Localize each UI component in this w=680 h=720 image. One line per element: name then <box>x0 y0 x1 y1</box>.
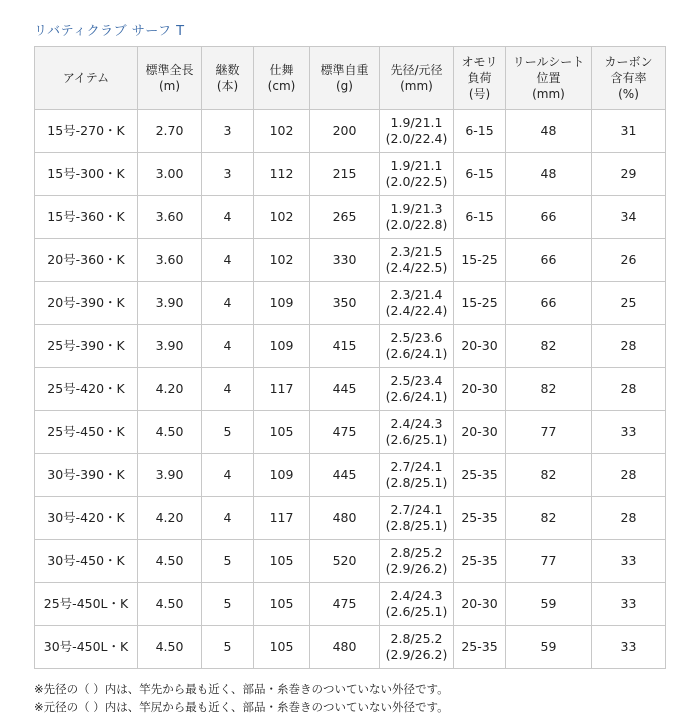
cell-carbon: 33 <box>592 583 666 626</box>
cell-reel: 48 <box>506 153 592 196</box>
column-header-line: 位置 <box>536 71 561 85</box>
cell-line: (2.6/25.1) <box>385 604 448 619</box>
column-header-line: 標準全長 <box>145 63 194 77</box>
cell-closed: 105 <box>254 540 310 583</box>
cell-line: 2.3/21.4 <box>390 287 443 302</box>
cell-weight: 520 <box>310 540 380 583</box>
cell-sinker: 25-35 <box>454 454 506 497</box>
cell-weight: 350 <box>310 282 380 325</box>
cell-tip-butt-diameter <box>380 368 454 411</box>
cell-tip-butt-diameter <box>380 196 454 239</box>
cell-line: 2.5/23.4 <box>390 373 443 388</box>
cell-tip-butt-diameter <box>380 282 454 325</box>
cell-carbon: 33 <box>592 540 666 583</box>
table-row <box>35 368 666 411</box>
column-header <box>202 47 254 110</box>
cell-pieces: 4 <box>202 282 254 325</box>
table-row <box>35 540 666 583</box>
column-header-line: (mm) <box>400 79 433 93</box>
cell-length: 4.20 <box>138 497 202 540</box>
cell-line: (2.4/22.4) <box>385 303 448 318</box>
cell-reel: 59 <box>506 626 592 669</box>
cell-reel: 59 <box>506 583 592 626</box>
cell-length: 3.00 <box>138 153 202 196</box>
cell-pieces: 5 <box>202 411 254 454</box>
column-header-line: 標準自重 <box>320 63 369 77</box>
cell-line: (2.6/25.1) <box>385 432 448 447</box>
cell-weight: 480 <box>310 626 380 669</box>
cell-reel: 66 <box>506 239 592 282</box>
cell-pieces: 4 <box>202 454 254 497</box>
cell-closed: 109 <box>254 325 310 368</box>
column-header-line: アイテム <box>62 71 110 85</box>
cell-line: 1.9/21.3 <box>390 201 443 216</box>
table-row <box>35 153 666 196</box>
cell-length: 3.90 <box>138 325 202 368</box>
cell-closed: 105 <box>254 626 310 669</box>
cell-sinker: 6-15 <box>454 110 506 153</box>
cell-line: 2.8/25.2 <box>390 545 443 560</box>
cell-tip-butt-diameter <box>380 411 454 454</box>
column-header-line: (号) <box>468 87 491 101</box>
column-header-line: (m) <box>158 79 181 93</box>
cell-pieces: 4 <box>202 239 254 282</box>
column-header-line: リールシート <box>512 55 585 69</box>
cell-weight: 215 <box>310 153 380 196</box>
cell-line: 2.7/24.1 <box>390 502 443 517</box>
column-header-line: (%) <box>618 87 639 101</box>
cell-item: 25号-390・K <box>35 325 138 368</box>
cell-reel: 77 <box>506 411 592 454</box>
cell-tip-butt-diameter <box>380 110 454 153</box>
cell-carbon: 25 <box>592 282 666 325</box>
column-header-line: カーボン <box>604 55 653 69</box>
column-header-line: 継数 <box>215 63 240 77</box>
cell-carbon: 28 <box>592 497 666 540</box>
cell-closed: 109 <box>254 454 310 497</box>
table-row <box>35 583 666 626</box>
cell-sinker: 25-35 <box>454 540 506 583</box>
cell-length: 3.90 <box>138 282 202 325</box>
cell-sinker: 25-35 <box>454 497 506 540</box>
cell-reel: 82 <box>506 368 592 411</box>
cell-line: 1.9/21.1 <box>390 158 443 173</box>
footnotes <box>34 680 449 716</box>
cell-item: 20号-390・K <box>35 282 138 325</box>
cell-closed: 117 <box>254 368 310 411</box>
cell-item: 30号-450L・K <box>35 626 138 669</box>
table-body <box>35 110 666 669</box>
footnote-tip-diameter: ※先径の（ ）内は、竿先から最も近く、部品・糸巻きのついていない外径です。 <box>34 682 449 696</box>
cell-carbon: 34 <box>592 196 666 239</box>
table-row <box>35 239 666 282</box>
cell-pieces: 5 <box>202 583 254 626</box>
cell-length: 3.60 <box>138 239 202 282</box>
cell-pieces: 4 <box>202 196 254 239</box>
cell-tip-butt-diameter <box>380 325 454 368</box>
cell-length: 4.50 <box>138 411 202 454</box>
cell-carbon: 33 <box>592 626 666 669</box>
cell-sinker: 25-35 <box>454 626 506 669</box>
cell-carbon: 28 <box>592 368 666 411</box>
cell-line: (2.9/26.2) <box>385 561 448 576</box>
column-header-line: (cm) <box>267 79 296 93</box>
cell-line: (2.6/24.1) <box>385 346 448 361</box>
cell-sinker: 15-25 <box>454 282 506 325</box>
cell-item: 15号-270・K <box>35 110 138 153</box>
cell-reel: 82 <box>506 325 592 368</box>
cell-item: 30号-390・K <box>35 454 138 497</box>
cell-sinker: 20-30 <box>454 325 506 368</box>
page-title: リバティクラブ サーフ T <box>34 24 185 39</box>
cell-sinker: 6-15 <box>454 153 506 196</box>
column-header-line: 含有率 <box>610 71 647 85</box>
cell-carbon: 31 <box>592 110 666 153</box>
column-header <box>35 47 138 110</box>
column-header <box>310 47 380 110</box>
cell-sinker: 20-30 <box>454 583 506 626</box>
column-header-line: (本) <box>216 79 239 93</box>
cell-tip-butt-diameter <box>380 153 454 196</box>
table-row <box>35 282 666 325</box>
footnote-butt-diameter: ※元径の（ ）内は、竿尻から最も近く、部品・糸巻きのついていない外径です。 <box>34 700 449 714</box>
cell-line: (2.9/26.2) <box>385 647 448 662</box>
cell-line: 1.9/21.1 <box>390 115 443 130</box>
cell-line: 2.3/21.5 <box>390 244 443 259</box>
cell-sinker: 15-25 <box>454 239 506 282</box>
column-header <box>380 47 454 110</box>
cell-weight: 200 <box>310 110 380 153</box>
cell-weight: 480 <box>310 497 380 540</box>
cell-line: (2.0/22.8) <box>385 217 448 232</box>
table-row <box>35 626 666 669</box>
cell-length: 4.50 <box>138 540 202 583</box>
cell-weight: 265 <box>310 196 380 239</box>
cell-carbon: 28 <box>592 454 666 497</box>
cell-sinker: 20-30 <box>454 411 506 454</box>
column-header <box>592 47 666 110</box>
cell-tip-butt-diameter <box>380 239 454 282</box>
cell-carbon: 26 <box>592 239 666 282</box>
cell-weight: 445 <box>310 368 380 411</box>
cell-item: 25号-450・K <box>35 411 138 454</box>
cell-item: 15号-300・K <box>35 153 138 196</box>
cell-length: 3.60 <box>138 196 202 239</box>
cell-pieces: 3 <box>202 110 254 153</box>
cell-tip-butt-diameter <box>380 454 454 497</box>
cell-pieces: 3 <box>202 153 254 196</box>
column-header-line: 先径/元径 <box>390 63 443 77</box>
cell-length: 3.90 <box>138 454 202 497</box>
cell-tip-butt-diameter <box>380 626 454 669</box>
cell-closed: 105 <box>254 583 310 626</box>
cell-carbon: 33 <box>592 411 666 454</box>
table-header-row <box>35 47 666 110</box>
cell-line: (2.0/22.5) <box>385 174 448 189</box>
cell-pieces: 5 <box>202 540 254 583</box>
cell-closed: 105 <box>254 411 310 454</box>
column-header-line: 負荷 <box>467 71 492 85</box>
cell-reel: 66 <box>506 196 592 239</box>
cell-line: 2.7/24.1 <box>390 459 443 474</box>
column-header-line: (mm) <box>532 87 565 101</box>
cell-tip-butt-diameter <box>380 497 454 540</box>
cell-tip-butt-diameter <box>380 583 454 626</box>
column-header-line: 仕舞 <box>269 63 294 77</box>
cell-sinker: 20-30 <box>454 368 506 411</box>
cell-weight: 445 <box>310 454 380 497</box>
cell-item: 15号-360・K <box>35 196 138 239</box>
cell-length: 4.50 <box>138 583 202 626</box>
cell-closed: 109 <box>254 282 310 325</box>
cell-carbon: 28 <box>592 325 666 368</box>
cell-line: (2.4/22.5) <box>385 260 448 275</box>
cell-reel: 48 <box>506 110 592 153</box>
cell-reel: 77 <box>506 540 592 583</box>
cell-weight: 330 <box>310 239 380 282</box>
column-header-line: (g) <box>336 79 353 93</box>
cell-line: (2.8/25.1) <box>385 518 448 533</box>
cell-pieces: 5 <box>202 626 254 669</box>
spec-table <box>34 46 666 669</box>
cell-length: 4.50 <box>138 626 202 669</box>
cell-reel: 82 <box>506 454 592 497</box>
cell-weight: 415 <box>310 325 380 368</box>
cell-carbon: 29 <box>592 153 666 196</box>
cell-weight: 475 <box>310 411 380 454</box>
cell-line: 2.4/24.3 <box>390 416 443 431</box>
cell-closed: 112 <box>254 153 310 196</box>
cell-line: 2.4/24.3 <box>390 588 443 603</box>
cell-item: 25号-420・K <box>35 368 138 411</box>
cell-item: 20号-360・K <box>35 239 138 282</box>
table-row <box>35 411 666 454</box>
cell-closed: 117 <box>254 497 310 540</box>
cell-line: 2.8/25.2 <box>390 631 443 646</box>
column-header <box>506 47 592 110</box>
column-header-line: オモリ <box>461 55 498 69</box>
cell-item: 25号-450L・K <box>35 583 138 626</box>
cell-sinker: 6-15 <box>454 196 506 239</box>
cell-item: 30号-420・K <box>35 497 138 540</box>
cell-line: 2.5/23.6 <box>390 330 443 345</box>
table-row <box>35 497 666 540</box>
table-row <box>35 454 666 497</box>
cell-pieces: 4 <box>202 497 254 540</box>
cell-weight: 475 <box>310 583 380 626</box>
table-row <box>35 325 666 368</box>
cell-pieces: 4 <box>202 368 254 411</box>
table-row <box>35 196 666 239</box>
column-header <box>254 47 310 110</box>
column-header <box>138 47 202 110</box>
cell-closed: 102 <box>254 239 310 282</box>
cell-line: (2.6/24.1) <box>385 389 448 404</box>
cell-pieces: 4 <box>202 325 254 368</box>
cell-tip-butt-diameter <box>380 540 454 583</box>
cell-length: 2.70 <box>138 110 202 153</box>
cell-line: (2.8/25.1) <box>385 475 448 490</box>
column-header <box>454 47 506 110</box>
cell-line: (2.0/22.4) <box>385 131 448 146</box>
cell-length: 4.20 <box>138 368 202 411</box>
cell-reel: 66 <box>506 282 592 325</box>
cell-reel: 82 <box>506 497 592 540</box>
cell-closed: 102 <box>254 110 310 153</box>
table-row <box>35 110 666 153</box>
cell-closed: 102 <box>254 196 310 239</box>
cell-item: 30号-450・K <box>35 540 138 583</box>
